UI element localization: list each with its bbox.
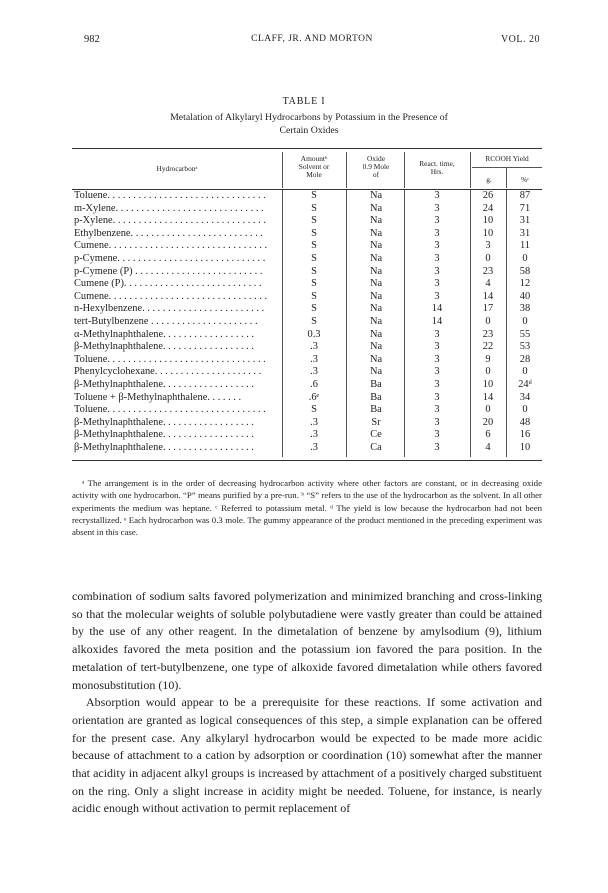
cell-time: 14	[431, 303, 443, 315]
cell-time: 3	[434, 441, 440, 453]
cell-yield-pct: 0	[522, 252, 528, 264]
cell-hydrocarbon: Toluene. . . . . . . . . . . . . . . . . . . . . . . . . . . . . . .	[74, 353, 266, 365]
cell-yield-pct: 48	[519, 416, 531, 428]
header-time-line-2: Hrs.	[430, 167, 444, 176]
header-divider	[282, 152, 283, 188]
cell-time: 3	[434, 366, 440, 378]
cell-hydrocarbon: p-Cymene. . . . . . . . . . . . . . . . . . . . . . . . . . . . .	[74, 252, 266, 264]
cell-yield-g: 22	[482, 341, 494, 353]
cell-yield-pct: 24ᵈ	[518, 378, 532, 390]
table-row	[72, 429, 542, 442]
cell-time: 3	[434, 404, 440, 416]
table-header	[72, 152, 542, 188]
cell-oxide: Na	[369, 366, 383, 378]
header-solvent	[284, 155, 344, 179]
cell-yield-g: 14	[482, 290, 494, 302]
table-row	[72, 240, 542, 253]
cell-yield-g: 17	[482, 303, 494, 315]
cell-oxide: Ba	[370, 391, 382, 403]
cell-solvent: .3	[310, 353, 318, 365]
cell-time: 3	[434, 341, 440, 353]
header-divider	[346, 152, 347, 188]
cell-oxide: Na	[369, 315, 383, 327]
table-body	[72, 190, 542, 454]
cell-yield-pct: 53	[519, 341, 531, 353]
cell-time: 3	[434, 278, 440, 290]
header-hydrocarbon: Hydrocarbonᵃ	[156, 164, 198, 173]
cell-yield-g: 0	[485, 252, 491, 264]
cell-time: 3	[434, 240, 440, 252]
table-caption	[80, 111, 538, 137]
cell-solvent: .3	[310, 366, 318, 378]
table-row	[72, 442, 542, 455]
cell-hydrocarbon: Phenylcyclohexane. . . . . . . . . . . . . . . . . . . . .	[74, 366, 262, 378]
cell-oxide: Na	[369, 353, 383, 365]
cell-hydrocarbon: β-Methylnaphthalene. . . . . . . . . . . . . . . . . .	[74, 429, 254, 441]
cell-yield-g: 26	[482, 190, 494, 201]
body-paragraph: combination of sodium salts favored polymerization and minimized branching and cross-linking so that the molecular weights of soluble polybutadiene were vastly greater than could be attained by the use of any other reagent. In the dimetalation of benzene by amylsodium (9), lithium alkoxides favored the meta position and the potassium ion favored the para position. In the metalation of tert-butylbenzene, one type of alkoxide favored dimetalation while others favored monosubstitution (10).	[72, 589, 542, 692]
cell-yield-pct: 16	[519, 429, 531, 441]
volume-label: VOL. 20	[500, 34, 540, 45]
cell-hydrocarbon: n-Hexylbenzene. . . . . . . . . . . . . . . . . . . . . . . .	[74, 303, 265, 315]
cell-yield-pct: 40	[519, 290, 531, 302]
header-yield: RCOOH Yield	[485, 154, 529, 163]
cell-time: 3	[434, 227, 440, 239]
header-yield-rule	[472, 167, 542, 168]
cell-yield-pct: 55	[519, 328, 531, 340]
table-row	[72, 215, 542, 228]
column-divider	[470, 190, 471, 457]
table-row	[72, 379, 542, 392]
cell-yield-g: 10	[482, 215, 494, 227]
cell-oxide: Na	[369, 190, 383, 201]
cell-yield-g: 14	[482, 391, 494, 403]
body-text	[72, 588, 542, 818]
cell-yield-pct: 71	[519, 202, 531, 214]
header-divider	[470, 152, 471, 188]
cell-yield-g: 3	[485, 240, 491, 252]
cell-yield-g: 4	[485, 278, 491, 290]
table-bottom-rule	[72, 460, 542, 461]
cell-yield-pct: 58	[519, 265, 531, 277]
cell-oxide: Na	[369, 290, 383, 302]
cell-yield-pct: 10	[519, 441, 531, 453]
table-row	[72, 354, 542, 367]
cell-time: 3	[434, 378, 440, 390]
cell-solvent: .3	[310, 441, 318, 453]
table-row	[72, 392, 542, 405]
cell-hydrocarbon: β-Methylnaphthalene. . . . . . . . . . . . . . . . . .	[74, 378, 254, 390]
cell-yield-g: 23	[482, 265, 494, 277]
header-oxide	[348, 155, 404, 179]
cell-yield-pct: 31	[519, 227, 531, 239]
cell-oxide: Sr	[371, 416, 381, 428]
cell-time: 3	[434, 290, 440, 302]
header-oxide-line-2: 0.9 Mole	[362, 162, 390, 171]
cell-oxide: Ce	[370, 429, 382, 441]
column-divider	[506, 190, 507, 457]
cell-oxide: Ba	[370, 378, 382, 390]
table-row	[72, 266, 542, 279]
table-row	[72, 329, 542, 342]
header-divider	[506, 168, 507, 188]
table-row	[72, 190, 542, 203]
column-divider	[404, 190, 405, 457]
table-row	[72, 366, 542, 379]
header-solvent-line-3: Mole	[306, 170, 322, 179]
table-caption-line-2: Certain Oxides	[279, 125, 339, 136]
cell-solvent: S	[311, 303, 317, 315]
cell-oxide: Na	[369, 328, 383, 340]
cell-yield-pct: 28	[519, 353, 531, 365]
cell-hydrocarbon: tert-Butylbenzene . . . . . . . . . . . . . . . . . . . . .	[74, 315, 258, 327]
cell-hydrocarbon: β-Methylnaphthalene. . . . . . . . . . . . . . . . . .	[74, 416, 254, 428]
cell-yield-pct: 12	[519, 278, 531, 290]
cell-time: 3	[434, 202, 440, 214]
cell-yield-pct: 31	[519, 215, 531, 227]
cell-time: 3	[434, 215, 440, 227]
cell-hydrocarbon: Ethylbenzene. . . . . . . . . . . . . . . . . . . . . . . . . .	[74, 227, 264, 239]
cell-oxide: Na	[369, 240, 383, 252]
table-row	[72, 228, 542, 241]
cell-oxide: Ca	[370, 441, 382, 453]
cell-yield-g: 0	[485, 315, 491, 327]
column-divider	[282, 190, 283, 457]
cell-time: 3	[434, 190, 440, 201]
cell-solvent: S	[311, 190, 317, 201]
table-row	[72, 203, 542, 216]
cell-time: 3	[434, 416, 440, 428]
cell-hydrocarbon: Cumene (P). . . . . . . . . . . . . . . . . . . . . . . . . . .	[74, 278, 262, 290]
cell-yield-pct: 87	[519, 190, 531, 201]
cell-oxide: Na	[369, 278, 383, 290]
cell-time: 3	[434, 429, 440, 441]
cell-solvent: S	[311, 252, 317, 264]
cell-yield-pct: 0	[522, 315, 528, 327]
table-row	[72, 303, 542, 316]
cell-solvent: .3	[310, 416, 318, 428]
cell-yield-g: 10	[482, 378, 494, 390]
cell-solvent: .6ᵉ	[308, 391, 320, 403]
cell-yield-g: 4	[485, 441, 491, 453]
cell-oxide: Na	[369, 252, 383, 264]
cell-hydrocarbon: p-Xylene. . . . . . . . . . . . . . . . . . . . . . . . . . . . . .	[74, 215, 266, 227]
cell-yield-g: 0	[485, 366, 491, 378]
column-divider	[346, 190, 347, 457]
cell-solvent: S	[311, 265, 317, 277]
cell-solvent: .3	[310, 341, 318, 353]
cell-solvent: S	[311, 227, 317, 239]
table-row	[72, 404, 542, 417]
table-caption-line-1: Metalation of Alkylaryl Hydrocarbons by Potassium in the Presence of	[170, 112, 448, 123]
table-row	[72, 316, 542, 329]
cell-yield-g: 6	[485, 429, 491, 441]
cell-solvent: .6	[310, 378, 318, 390]
cell-hydrocarbon: β-Methylnaphthalene. . . . . . . . . . . . . . . . . .	[74, 441, 254, 453]
cell-solvent: S	[311, 315, 317, 327]
cell-yield-g: 24	[482, 202, 494, 214]
table-top-rule	[72, 148, 542, 149]
cell-solvent: S	[311, 290, 317, 302]
header-divider	[404, 152, 405, 188]
table-row	[72, 291, 542, 304]
cell-yield-g: 23	[482, 328, 494, 340]
header-oxide-line-1: Oxide	[366, 154, 386, 163]
cell-time: 3	[434, 353, 440, 365]
cell-yield-pct: 11	[519, 240, 530, 252]
header-yield-g: g.	[486, 175, 492, 184]
table-row	[72, 341, 542, 354]
cell-yield-pct: 34	[519, 391, 531, 403]
cell-oxide: Ba	[370, 404, 382, 416]
cell-hydrocarbon: β-Methylnaphthalene. . . . . . . . . . . . . . . . . .	[74, 341, 254, 353]
cell-oxide: Na	[369, 303, 383, 315]
cell-yield-pct: 0	[522, 404, 528, 416]
cell-hydrocarbon: Toluene + β-Methylnaphthalene. . . . . . .	[74, 391, 242, 403]
cell-solvent: S	[311, 202, 317, 214]
cell-solvent: S	[311, 278, 317, 290]
cell-hydrocarbon: Toluene. . . . . . . . . . . . . . . . . . . . . . . . . . . . . . .	[74, 404, 266, 416]
cell-hydrocarbon: Toluene. . . . . . . . . . . . . . . . . . . . . . . . . . . . . . .	[74, 190, 266, 201]
running-authors: CLAFF, JR. AND MORTON	[251, 34, 373, 44]
body-paragraph: Absorption would appear to be a prerequisite for these reactions. If some activation and orientation are granted as logical consequences of this step, a simple explanation can be offered for the present case. Any alkylaryl hydrocarbon would be expected to be made more acidic because of attachment to a cation by adsorption or coordination (10) somewhat after the manner that acidity in adjacent alkyl groups is increased by attachment of a positively charged substituent on the ring. Only a slight increase in acidity might be needed. Toluene, for instance, is nearly acidic enough without activation to permit replacement of	[72, 695, 542, 816]
cell-solvent: 0.3	[307, 328, 321, 340]
header-solvent-line-2: Solvent or	[298, 162, 330, 171]
cell-hydrocarbon: α-Methylnaphthalene. . . . . . . . . . . . . . . . . .	[74, 328, 255, 340]
cell-solvent: S	[311, 215, 317, 227]
cell-oxide: Na	[369, 202, 383, 214]
footnote-text: ᵃ The arrangement is in the order of decreasing hydrocarbon activity where other factors are constant, or in decreasing oxide activity with one hydrocarbon. “P” means purified by a pre-run. ᵇ “S” refers to the use of the hydrocarbon as the solvent. In all other experiments the medium was heptane. ᶜ Referred to potassium metal. ᵈ The yield is low because the hydrocarbon had not been recrystallized. ᵉ Each hydrocarbon was 0.3 mole. The gummy appearance of the product mentioned in the preceding experiment was absent in this case.	[72, 478, 542, 538]
table-row	[72, 417, 542, 430]
cell-time: 14	[431, 315, 443, 327]
cell-time: 3	[434, 391, 440, 403]
running-header	[84, 34, 540, 48]
page-number: 982	[84, 34, 100, 45]
cell-hydrocarbon: Cumene. . . . . . . . . . . . . . . . . . . . . . . . . . . . . . .	[74, 290, 268, 302]
header-oxide-line-3: of	[372, 170, 380, 179]
cell-yield-g: 20	[482, 416, 494, 428]
header-time	[406, 160, 468, 176]
cell-oxide: Na	[369, 227, 383, 239]
cell-yield-pct: 38	[519, 303, 531, 315]
header-solvent-line-1: Amountᵇ	[300, 154, 328, 163]
cell-solvent: S	[311, 240, 317, 252]
cell-solvent: .3	[310, 429, 318, 441]
header-yield-pct: %ᶜ	[520, 175, 530, 184]
table-row	[72, 278, 542, 291]
cell-yield-g: 10	[482, 227, 494, 239]
cell-hydrocarbon: m-Xylene. . . . . . . . . . . . . . . . . . . . . . . . . . . . .	[74, 202, 264, 214]
cell-yield-g: 9	[485, 353, 491, 365]
cell-hydrocarbon: Cumene. . . . . . . . . . . . . . . . . . . . . . . . . . . . . . .	[74, 240, 268, 252]
cell-yield-pct: 0	[522, 366, 528, 378]
cell-time: 3	[434, 328, 440, 340]
cell-oxide: Na	[369, 265, 383, 277]
cell-time: 3	[434, 252, 440, 264]
table-footnotes	[72, 477, 542, 538]
table-row	[72, 253, 542, 266]
cell-hydrocarbon: p-Cymene (P) . . . . . . . . . . . . . . . . . . . . . . . . .	[74, 265, 263, 277]
cell-oxide: Na	[369, 341, 383, 353]
cell-solvent: S	[311, 404, 317, 416]
table-number: TABLE I	[282, 96, 326, 107]
header-time-line-1: React. time,	[419, 159, 455, 168]
cell-time: 3	[434, 265, 440, 277]
cell-yield-g: 0	[485, 404, 491, 416]
cell-oxide: Na	[369, 215, 383, 227]
